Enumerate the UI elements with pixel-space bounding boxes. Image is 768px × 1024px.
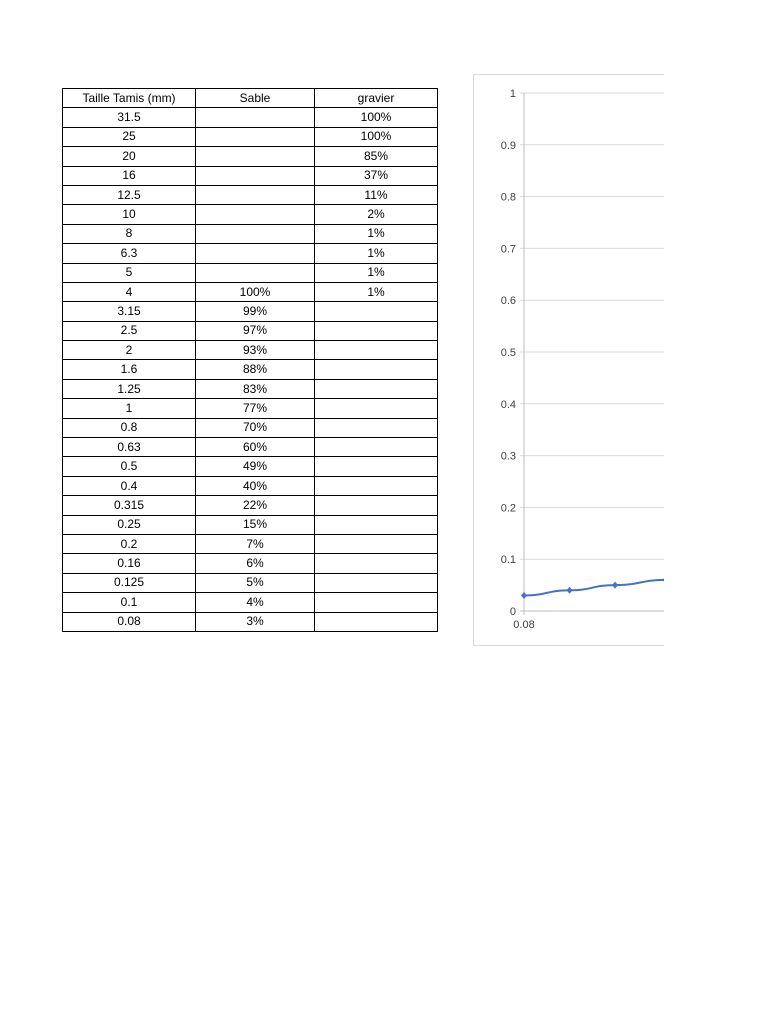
table-cell[interactable]: 97% xyxy=(196,321,315,340)
table-cell[interactable]: 99% xyxy=(196,302,315,321)
table-row xyxy=(63,496,438,515)
table-cell[interactable] xyxy=(315,612,438,631)
series-line xyxy=(524,575,664,596)
data-point xyxy=(567,587,573,594)
y-tick-label: 0.8 xyxy=(500,191,516,204)
column-header[interactable]: Taille Tamis (mm) xyxy=(63,89,196,108)
table-cell[interactable]: 6% xyxy=(196,554,315,573)
granulometry-chart xyxy=(474,75,664,645)
data-point xyxy=(521,592,527,599)
table-cell[interactable]: 1% xyxy=(315,282,438,301)
table-cell[interactable]: 60% xyxy=(196,438,315,457)
table-cell[interactable]: 12.5 xyxy=(63,185,196,204)
table-cell[interactable] xyxy=(315,476,438,495)
table-row xyxy=(63,224,438,243)
table-cell[interactable]: 16 xyxy=(63,166,196,185)
table-row xyxy=(63,573,438,592)
table-row xyxy=(63,205,438,224)
table-cell[interactable]: 0.2 xyxy=(63,534,196,553)
y-tick-label: 0.3 xyxy=(500,450,516,463)
table-cell[interactable]: 1.25 xyxy=(63,379,196,398)
table-row xyxy=(63,341,438,360)
table-row xyxy=(63,515,438,534)
table-row xyxy=(63,244,438,263)
table-cell[interactable]: 0.25 xyxy=(63,515,196,534)
table-header-row xyxy=(63,89,438,108)
x-tick-label: 0.08 xyxy=(513,619,535,631)
table-cell[interactable]: 22% xyxy=(196,496,315,515)
table-cell[interactable]: 0.125 xyxy=(63,573,196,592)
y-tick-label: 0.2 xyxy=(500,502,516,515)
table-row xyxy=(63,127,438,146)
table-cell[interactable]: 2 xyxy=(63,341,196,360)
table-cell[interactable] xyxy=(315,573,438,592)
table-cell[interactable] xyxy=(315,360,438,379)
table-cell[interactable]: 83% xyxy=(196,379,315,398)
data-point xyxy=(662,576,664,583)
table-cell[interactable]: 20 xyxy=(63,147,196,166)
column-header[interactable]: gravier xyxy=(315,89,438,108)
table-cell[interactable] xyxy=(315,379,438,398)
table-row xyxy=(63,147,438,166)
table-row xyxy=(63,108,438,127)
table-cell[interactable] xyxy=(315,593,438,612)
table-cell[interactable]: 1% xyxy=(315,244,438,263)
table-cell[interactable] xyxy=(315,496,438,515)
y-tick-label: 0.7 xyxy=(500,243,516,256)
table-cell[interactable]: 0.63 xyxy=(63,438,196,457)
y-tick-label: 0.4 xyxy=(500,398,516,411)
table-row xyxy=(63,166,438,185)
table-cell[interactable]: 40% xyxy=(196,476,315,495)
table-cell[interactable]: 0.4 xyxy=(63,476,196,495)
table-row xyxy=(63,534,438,553)
table-cell[interactable]: 100% xyxy=(196,282,315,301)
table-row xyxy=(63,302,438,321)
table-cell[interactable]: 49% xyxy=(196,457,315,476)
table-cell[interactable]: 100% xyxy=(315,127,438,146)
table-cell[interactable]: 100% xyxy=(315,108,438,127)
table-cell[interactable] xyxy=(196,108,315,127)
table-cell[interactable] xyxy=(196,166,315,185)
table-cell[interactable] xyxy=(196,263,315,282)
table-cell[interactable] xyxy=(315,418,438,437)
table-cell[interactable] xyxy=(196,127,315,146)
table-cell[interactable]: 15% xyxy=(196,515,315,534)
table-cell[interactable]: 1 xyxy=(63,399,196,418)
table-cell[interactable]: 85% xyxy=(315,147,438,166)
y-tick-label: 1 xyxy=(509,88,516,100)
table-cell[interactable] xyxy=(196,147,315,166)
table-cell[interactable] xyxy=(315,302,438,321)
table-row xyxy=(63,282,438,301)
column-header[interactable]: Sable xyxy=(196,89,315,108)
table-cell[interactable]: 2.5 xyxy=(63,321,196,340)
table-row xyxy=(63,399,438,418)
table-cell[interactable] xyxy=(315,399,438,418)
table-cell[interactable] xyxy=(315,457,438,476)
table-cell[interactable]: 0.315 xyxy=(63,496,196,515)
y-tick-label: 0.9 xyxy=(500,139,516,152)
table-cell[interactable]: 88% xyxy=(196,360,315,379)
table-cell[interactable]: 2% xyxy=(315,205,438,224)
table-cell[interactable] xyxy=(315,534,438,553)
table-row xyxy=(63,593,438,612)
table-row xyxy=(63,379,438,398)
table-row xyxy=(63,438,438,457)
table-cell[interactable]: 5 xyxy=(63,263,196,282)
table-row xyxy=(63,554,438,573)
sieve-data-table xyxy=(62,88,438,632)
table-cell[interactable] xyxy=(315,515,438,534)
table-cell[interactable]: 3.15 xyxy=(63,302,196,321)
y-tick-label: 0 xyxy=(509,606,516,618)
table-row xyxy=(63,612,438,631)
table-cell[interactable]: 5% xyxy=(196,573,315,592)
table-cell[interactable]: 0.16 xyxy=(63,554,196,573)
y-tick-label: 0.6 xyxy=(500,295,516,308)
table-cell[interactable]: 93% xyxy=(196,341,315,360)
table-cell[interactable]: 0.1 xyxy=(63,593,196,612)
table-cell[interactable]: 6.3 xyxy=(63,244,196,263)
table-cell[interactable] xyxy=(315,321,438,340)
table-body xyxy=(63,89,438,632)
table-row xyxy=(63,457,438,476)
table-cell[interactable]: 11% xyxy=(315,185,438,204)
table-cell[interactable] xyxy=(315,438,438,457)
table-row xyxy=(63,476,438,495)
table-cell[interactable]: 4 xyxy=(63,282,196,301)
table-cell[interactable] xyxy=(196,185,315,204)
table-cell[interactable]: 7% xyxy=(196,534,315,553)
y-tick-label: 0.1 xyxy=(500,554,516,567)
data-point xyxy=(612,582,618,589)
table-cell[interactable]: 0.8 xyxy=(63,418,196,437)
table-cell[interactable]: 25 xyxy=(63,127,196,146)
table-cell[interactable] xyxy=(196,224,315,243)
table-cell[interactable]: 4% xyxy=(196,593,315,612)
table-cell[interactable]: 0.5 xyxy=(63,457,196,476)
table-cell[interactable] xyxy=(315,341,438,360)
table-cell[interactable]: 1% xyxy=(315,263,438,282)
table-cell[interactable]: 3% xyxy=(196,612,315,631)
table-cell[interactable]: 10 xyxy=(63,205,196,224)
table-cell[interactable] xyxy=(196,244,315,263)
table-row xyxy=(63,321,438,340)
table-row xyxy=(63,418,438,437)
table-cell[interactable]: 70% xyxy=(196,418,315,437)
table-cell[interactable]: 8 xyxy=(63,224,196,243)
table-cell[interactable]: 1.6 xyxy=(63,360,196,379)
chart-area[interactable] xyxy=(473,74,664,646)
table-row xyxy=(63,360,438,379)
table-row xyxy=(63,185,438,204)
table-cell[interactable]: 37% xyxy=(315,166,438,185)
table-row xyxy=(63,263,438,282)
table-cell[interactable] xyxy=(315,554,438,573)
table-cell[interactable]: 31.5 xyxy=(63,108,196,127)
table-cell[interactable]: 77% xyxy=(196,399,315,418)
y-tick-label: 0.5 xyxy=(500,347,516,359)
table-cell[interactable]: 1% xyxy=(315,224,438,243)
table-cell[interactable]: 0.08 xyxy=(63,612,196,631)
table-cell[interactable] xyxy=(196,205,315,224)
